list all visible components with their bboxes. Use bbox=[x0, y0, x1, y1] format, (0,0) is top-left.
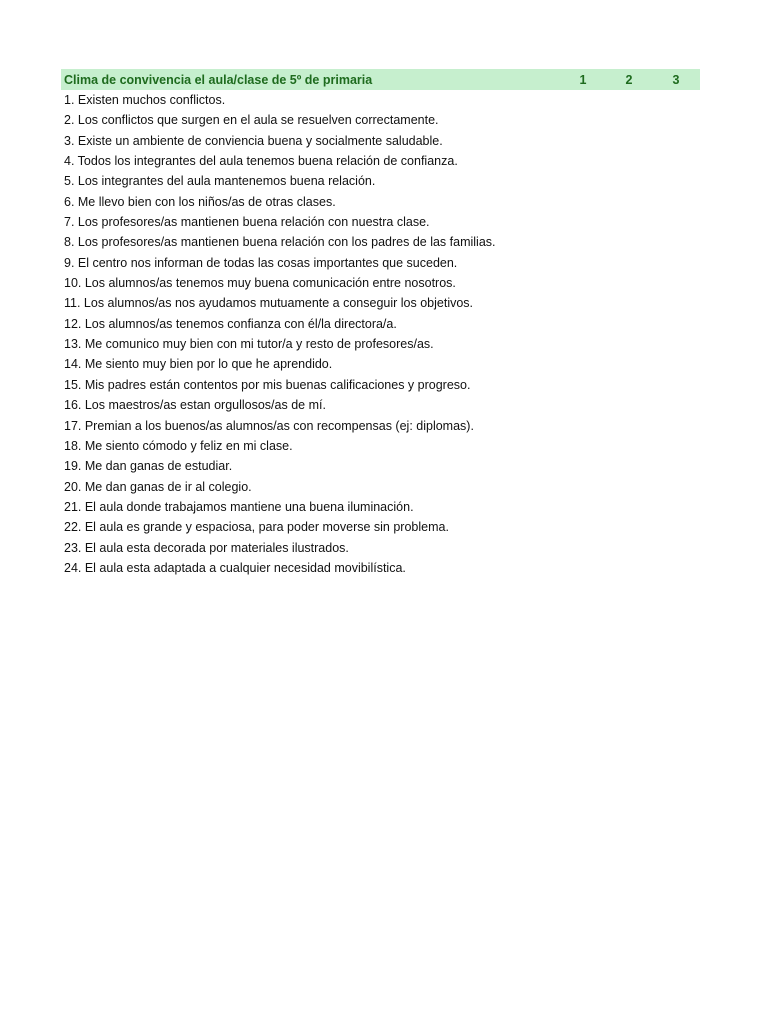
header-row bbox=[61, 69, 700, 90]
question-item: 20. Me dan ganas de ir al colegio. bbox=[64, 479, 252, 494]
question-item: 3. Existe un ambiente de conviencia buena y socialmente saludable. bbox=[64, 133, 443, 148]
survey-title: Clima de convivencia el aula/clase de 5º de primaria bbox=[64, 72, 373, 87]
question-item: 11. Los alumnos/as nos ayudamos mutuamente a conseguir los objetivos. bbox=[64, 296, 474, 311]
scale-column-1: 1 bbox=[579, 72, 587, 87]
question-item: 13. Me comunico muy bien con mi tutor/a y resto de profesores/as. bbox=[64, 337, 434, 352]
question-item: 22. El aula es grande y espaciosa, para poder moverse sin problema. bbox=[64, 520, 449, 535]
question-item: 4. Todos los integrantes del aula tenemos buena relación de confianza. bbox=[64, 154, 458, 169]
question-item: 5. Los integrantes del aula mantenemos buena relación. bbox=[64, 174, 376, 189]
question-item: 19. Me dan ganas de estudiar. bbox=[64, 459, 233, 474]
question-item: 15. Mis padres están contentos por mis buenas calificaciones y progreso. bbox=[64, 377, 471, 392]
question-item: 18. Me siento cómodo y feliz en mi clase. bbox=[64, 438, 293, 453]
question-item: 6. Me llevo bien con los niños/as de otras clases. bbox=[64, 194, 336, 209]
question-list bbox=[61, 90, 700, 578]
question-item: 12. Los alumnos/as tenemos confianza con él/la directora/a. bbox=[64, 316, 397, 331]
question-item: 24. El aula esta adaptada a cualquier necesidad movibilística. bbox=[64, 560, 406, 575]
question-item: 17. Premian a los buenos/as alumnos/as con recompensas (ej: diplomas). bbox=[64, 418, 474, 433]
question-item: 16. Los maestros/as estan orgullosos/as de mí. bbox=[64, 398, 326, 413]
question-item: 9. El centro nos informan de todas las cosas importantes que suceden. bbox=[64, 255, 458, 270]
survey-sheet bbox=[61, 69, 700, 578]
question-item: 23. El aula esta decorada por materiales ilustrados. bbox=[64, 540, 349, 555]
question-item: 2. Los conflictos que surgen en el aula se resuelven correctamente. bbox=[64, 113, 439, 128]
question-item: 10. Los alumnos/as tenemos muy buena comunicación entre nosotros. bbox=[64, 276, 456, 291]
question-item: 7. Los profesores/as mantienen buena relación con nuestra clase. bbox=[64, 215, 430, 230]
question-item: 21. El aula donde trabajamos mantiene una buena iluminación. bbox=[64, 499, 414, 514]
question-item: 8. Los profesores/as mantienen buena relación con los padres de las familias. bbox=[64, 235, 496, 250]
question-item: 1. Existen muchos conflictos. bbox=[64, 93, 226, 107]
scale-column-2: 2 bbox=[625, 72, 633, 87]
scale-column-3: 3 bbox=[672, 72, 680, 87]
question-item: 14. Me siento muy bien por lo que he aprendido. bbox=[64, 357, 333, 372]
